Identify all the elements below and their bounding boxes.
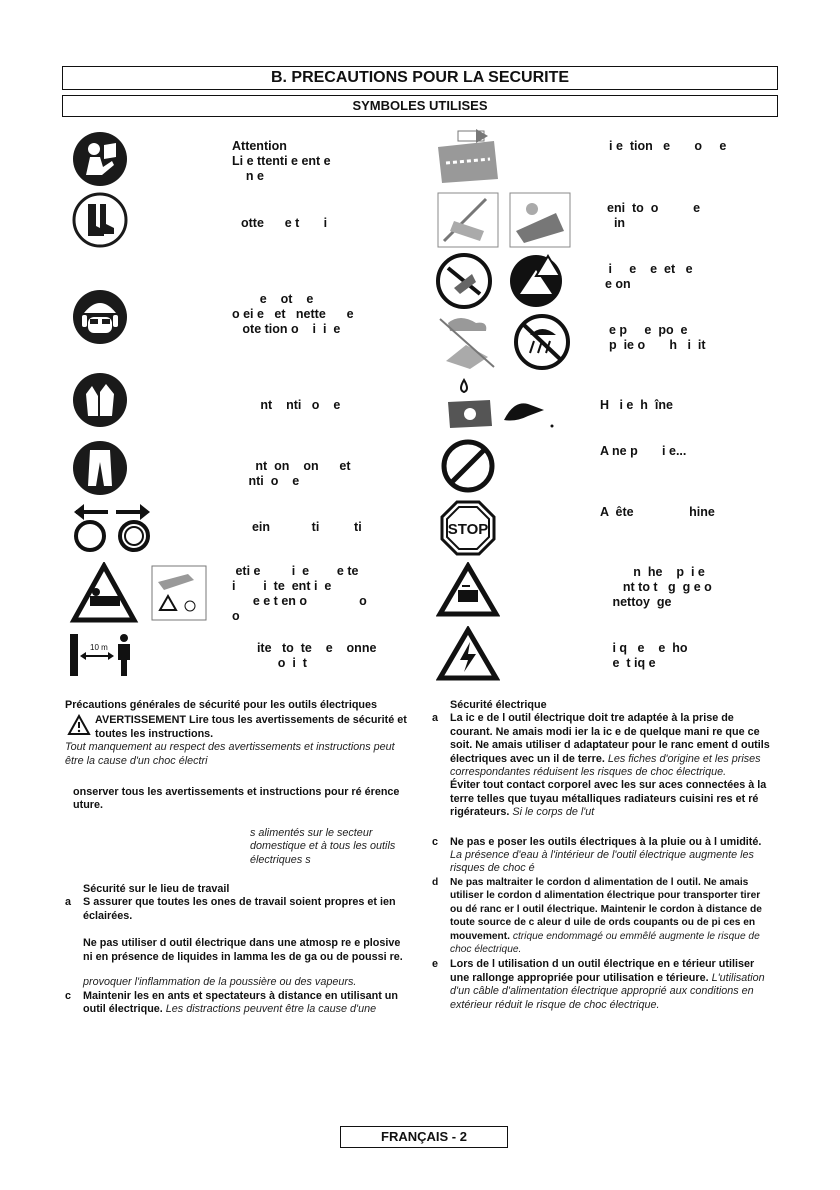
read-manual-icon bbox=[72, 131, 128, 187]
symbol-text-two-hands: ein ti ti bbox=[245, 520, 362, 534]
elec-d-text: Ne pas maltraiter le cordon d alimentation de l outil. Ne amais utiliser le cordon d alimentation électrique pour transporter tirer ou dé ranc er l outil électrique. Maintenir le cordon à distance de toute source de c aleur d uile de ords coupants ou de pi ces en mouvement. bbox=[450, 876, 762, 942]
two-hands-icon bbox=[68, 502, 156, 552]
helmet-glasses-ear-protection-icon bbox=[72, 289, 128, 345]
elec-c-text: Ne pas e poser les outils électriques à la pluie ou à l umidité. bbox=[450, 835, 762, 848]
kickback-warning-icon bbox=[68, 562, 208, 624]
unplug-warning-icon bbox=[436, 562, 500, 618]
elec-a-italic: Les fiches d'origine et les prises correspondantes réduisent les risques de choc électrique. bbox=[450, 752, 761, 779]
chain-oil-icon bbox=[444, 376, 556, 432]
elec-a-text: La ic e de l outil électrique doit tre adaptée à la prise de courant. Ne amais modi ier la ic e de quelque mani re que ce soit. Ne amais utiliser d adaptateur pour le ranc ement d outils électriques avec un il de terre. bbox=[450, 712, 770, 765]
warning-text: AVERTISSEMENT Lire tous les avertissements de sécurité et toutes les instructions. bbox=[95, 714, 407, 740]
gloves-icon bbox=[72, 372, 128, 428]
prohibited-icon bbox=[440, 438, 496, 494]
symbol-text-stop: A ête hine bbox=[600, 505, 715, 519]
symbol-text-helmet: e ot e o ei e et nette e ote tion o i i e bbox=[232, 292, 354, 336]
section-title: B. PRECAUTIONS POUR LA SECURITE bbox=[62, 66, 778, 90]
distance-label: 10 m bbox=[90, 643, 108, 652]
symbol-text-boots: otte e t i bbox=[241, 216, 328, 230]
warning-triangle-icon bbox=[67, 714, 91, 736]
item-c-italic: Les distractions peuvent être la cause d'une bbox=[165, 1002, 377, 1015]
elec-a-label: a bbox=[432, 712, 439, 725]
stop-label: STOP bbox=[447, 521, 489, 538]
symbol-text-rain: e p e po e p ie o h i it bbox=[609, 323, 706, 352]
symbol-text-chain-direction: i e tion e o e bbox=[609, 139, 727, 153]
elec-d-italic: ctrique endommagé ou emmêlé augmente le risque de choc électrique. bbox=[450, 930, 760, 955]
symbol-text-gloves: nt nti o e bbox=[250, 398, 341, 412]
item-c-text: Maintenir les en ants et spectateurs à distance en utilisant un outil électrique. bbox=[83, 989, 398, 1015]
elec-d-label: d bbox=[432, 876, 439, 888]
symbols-subtitle: SYMBOLES UTILISES bbox=[62, 95, 778, 117]
symbol-text-prohibited: A ne p i e... bbox=[600, 444, 687, 458]
elec-e-text: Lors de l utilisation d un outil électrique en e térieur utiliser une rallonge appropriée pour utilisation e térieure. bbox=[450, 958, 755, 984]
symbol-text-trousers: nt on on et nti o e bbox=[248, 459, 351, 488]
keep-distance-icon bbox=[68, 630, 138, 678]
no-one-hand-icons bbox=[436, 252, 572, 310]
warning-italic: Tout manquement au respect des avertissements et instructions peut être la cause d'un choc électri bbox=[65, 741, 395, 767]
symbol-text-oil: H i e h îne bbox=[600, 398, 673, 412]
item-a-label: a bbox=[65, 896, 72, 909]
mains-text-1: s alimentés sur le secteur domestique et à tous les outils électriques s bbox=[250, 826, 396, 866]
item-c-label: c bbox=[65, 989, 72, 1002]
item-a-text: S assurer que toutes les ones de travail soient propres et ien éclairées. bbox=[83, 896, 396, 922]
elec-e-italic: L'utilisation d'un câble d'alimentation électrique approprié aux conditions en extérieur réduit le risque de choc électrique. bbox=[450, 971, 765, 1011]
elec-b-text: Éviter tout contact corporel avec les sur aces connectées à la terre telles que tuyau métalliques radiateurs cuisini res et ré rigérateurs. bbox=[450, 779, 767, 819]
safety-boots-icon bbox=[72, 192, 128, 248]
symbol-text-kickback: eti e i e e te i i te ent i e e e t en o o o bbox=[232, 564, 367, 623]
electrical-safety-heading: Sécurité électrique bbox=[450, 699, 547, 711]
protective-trousers-icon bbox=[72, 440, 128, 496]
elec-c-italic: La présence d'eau à l'intérieur de l'outil électrique augmente les risques de choc é bbox=[450, 849, 754, 875]
elec-b-italic: Si le corps de l'ut bbox=[512, 806, 595, 819]
symbol-text-one-hand: i e e et e e on bbox=[605, 262, 693, 291]
symbol-text-read-manual: Attention Li e ttenti e ent e n e bbox=[232, 139, 331, 183]
symbol-text-cut: eni to o e in bbox=[607, 201, 701, 230]
no-rain-icons bbox=[436, 313, 572, 371]
general-safety-column bbox=[65, 699, 410, 1016]
electric-shock-icon bbox=[436, 626, 500, 682]
elec-e-label: e bbox=[432, 958, 439, 971]
page-footer: FRANÇAIS - 2 bbox=[340, 1126, 508, 1148]
chain-saw-cut-icons bbox=[436, 191, 572, 249]
item-b-italic: provoquer l'inflammation de la poussière ou des vapeurs. bbox=[83, 976, 357, 989]
general-safety-heading: Précautions générales de sécurité pour les outils électriques bbox=[65, 699, 378, 711]
symbol-text-unplug: n he p i e nt to t g g e o nettoy ge bbox=[612, 565, 712, 609]
electrical-safety-column bbox=[432, 699, 772, 1012]
keep-instructions: onserver tous les avertissements et instructions pour ré érence uture. bbox=[73, 786, 400, 812]
chain-direction-icon bbox=[436, 127, 500, 185]
elec-c-label: c bbox=[432, 835, 439, 848]
item-b-text: Ne pas utiliser d outil électrique dans une atmosp re e plosive ni en présence de liquides in lamma les de ga ou de poussi re. bbox=[83, 937, 403, 963]
work-area-heading: Sécurité sur le lieu de travail bbox=[83, 883, 230, 896]
stop-icon bbox=[440, 500, 496, 556]
symbol-text-shock: i q e e ho e t iq e bbox=[612, 641, 688, 670]
symbol-text-distance: ite to te e onne o i t bbox=[256, 641, 377, 670]
